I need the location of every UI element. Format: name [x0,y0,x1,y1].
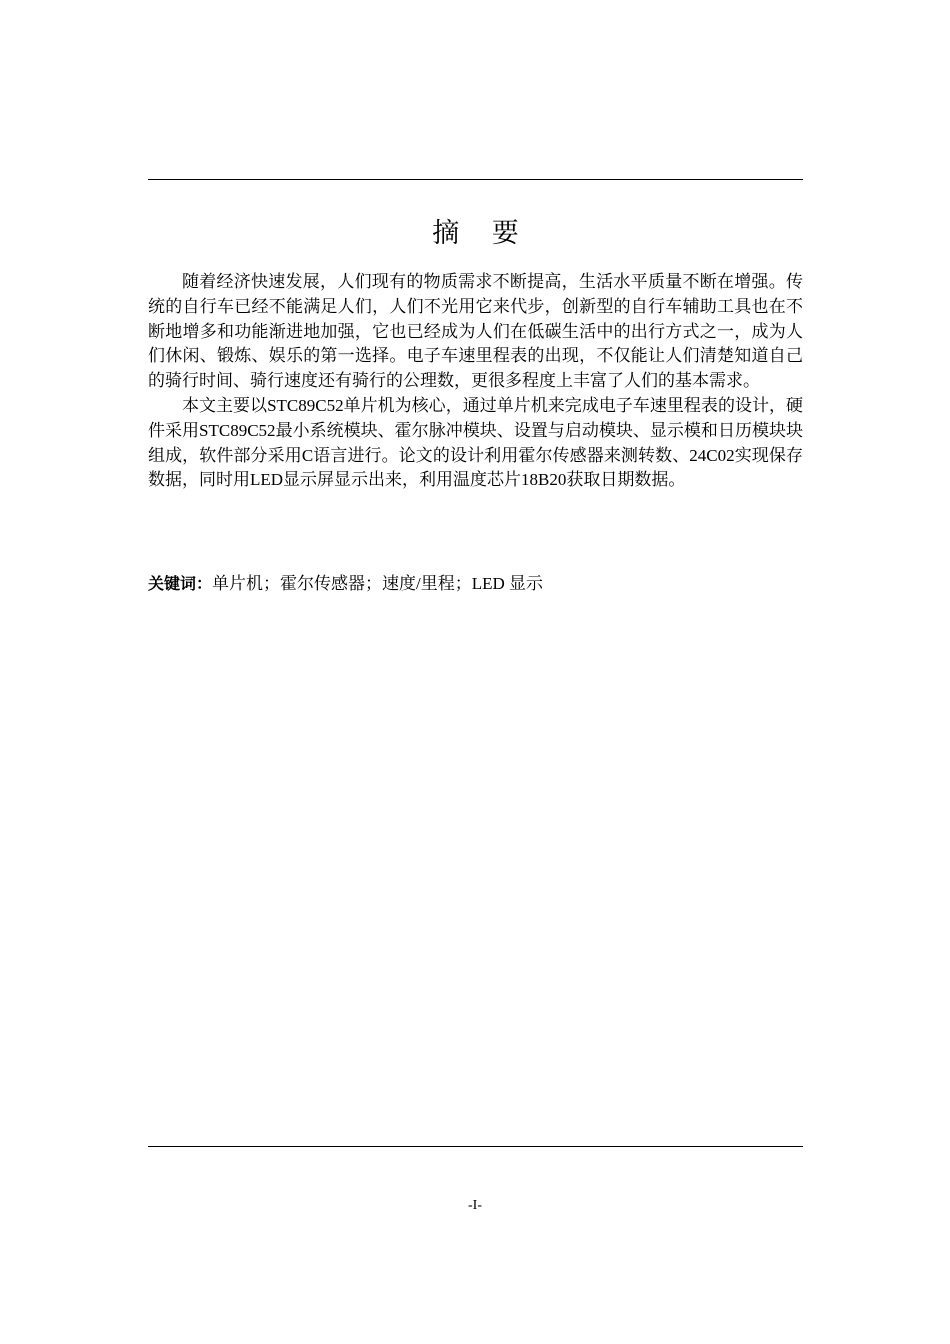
keywords-label: 关键词： [148,574,213,593]
abstract-body [148,270,803,493]
page-number: -I- [468,1198,482,1213]
footer-rule [148,1146,803,1147]
abstract-paragraph-1: 随着经济快速发展，人们现有的物质需求不断提高，生活水平质量不断在增强。传统的自行车已经不能满足人们，人们不光用它来代步，创新型的自行车辅助工具也在不断地增多和功能渐进地加强，它也已经成为人们在低碳生活中的出行方式之一，成为人们休闲、锻炼、娱乐的第一选择。电子车速里程表的出现，不仅能让人们清楚知道自己的骑行时间、骑行速度还有骑行的公理数，更很多程度上丰富了人们的基本需求。 [148,272,803,391]
abstract-title: 摘 要 [432,218,531,249]
abstract-paragraph-2: 本文主要以STC89C52单片机为核心，通过单片机来完成电子车速里程表的设计，硬件采用STC89C52最小系统模块、霍尔脉冲模块、设置与启动模块、显示模和日历模块块组成，软件部分采用C语言进行。论文的设计利用霍尔传感器来测转数、24C02实现保存数据，同时用LED显示屏显示出来，利用温度芯片18B20获取日期数据。 [148,395,803,490]
keywords-text: 单片机；霍尔传感器；速度/里程；LED 显示 [212,574,544,593]
keywords-line [148,572,803,596]
header-rule [148,179,803,180]
